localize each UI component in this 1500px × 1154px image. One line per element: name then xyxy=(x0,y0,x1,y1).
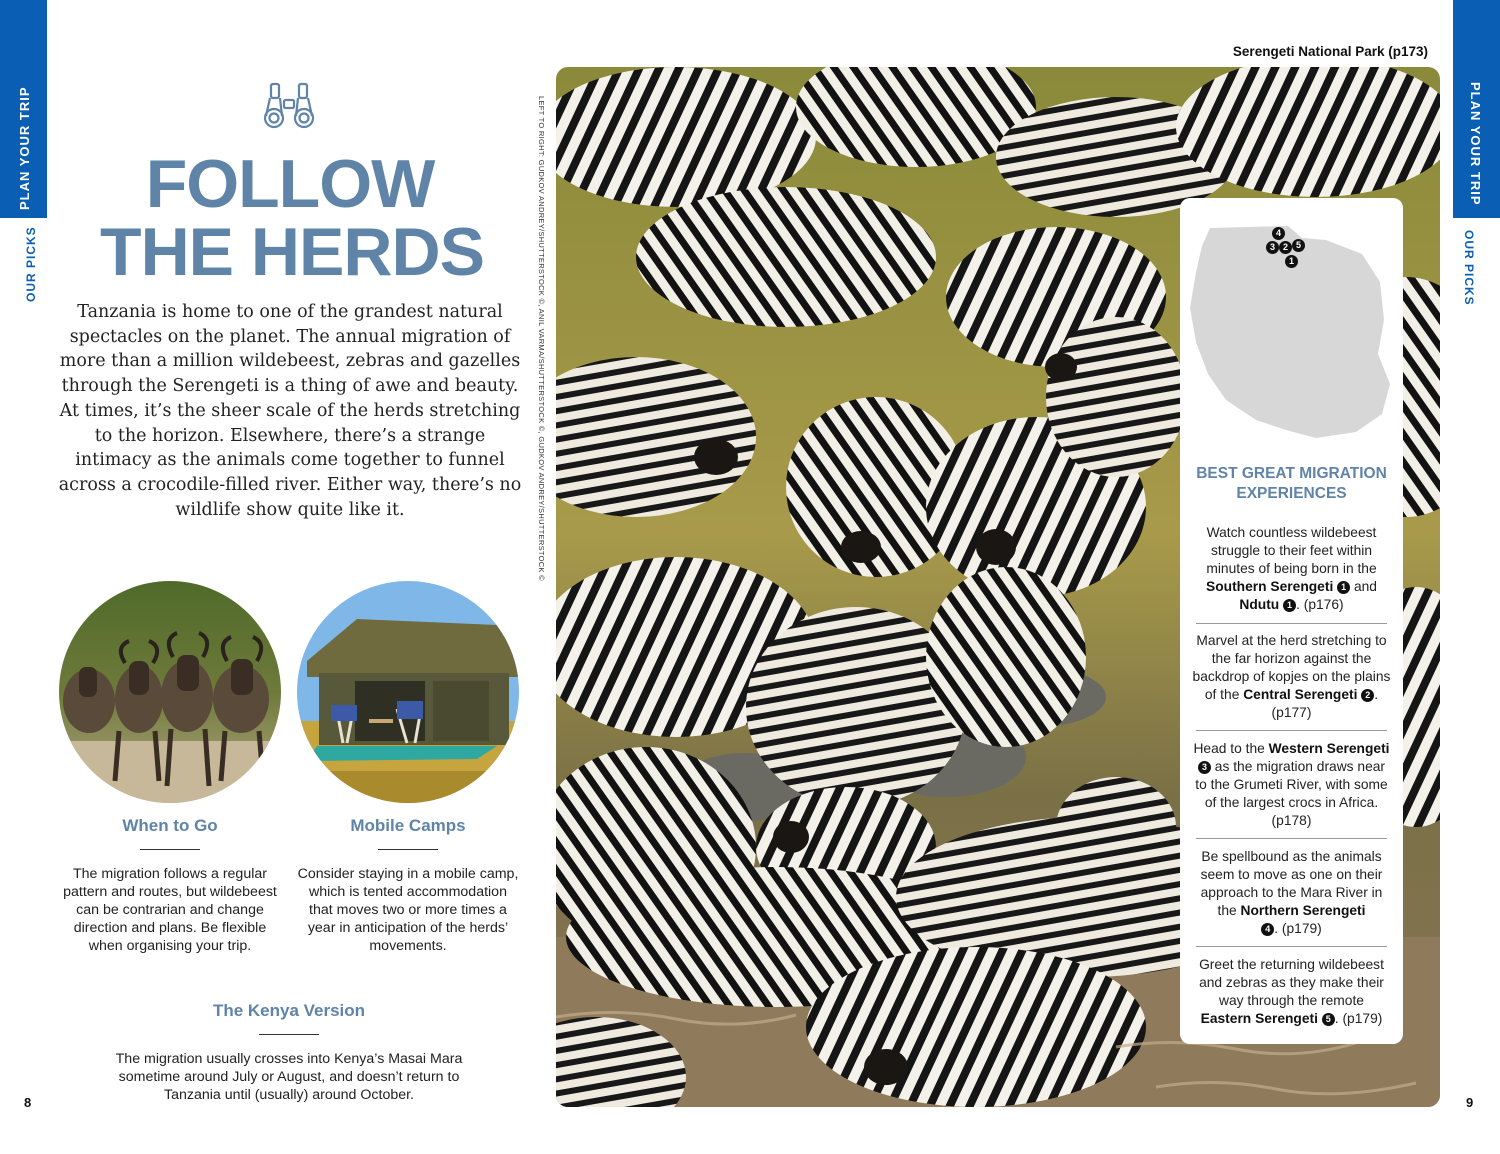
page-title xyxy=(60,146,520,290)
photo-credit: LEFT TO RIGHT: GUDKOV ANDREY/SHUTTERSTOCK ©, ANIL VARMA/SHUTTERSTOCK ©, GUDKOV ANDREY/SHUTTERSTOCK © xyxy=(537,96,546,581)
marker-1: 1 xyxy=(1337,581,1350,594)
kenya-version-text: The migration usually crosses into Kenya’s Masai Mara sometime around July or August, and doesn’t return to Tanzania until (usually) around October. xyxy=(115,1051,463,1103)
marker-4: 4 xyxy=(1261,923,1274,936)
mobile-camps-heading: Mobile Camps xyxy=(350,816,466,835)
kenya-version-rule xyxy=(259,1034,319,1035)
map-marker-1: 1 xyxy=(1285,252,1298,270)
mobile-camp-photo xyxy=(297,581,519,803)
divider xyxy=(1196,730,1387,731)
divider xyxy=(1196,623,1387,624)
experience-item-1: Watch countless wildebeest struggle to their feet within minutes of being born in the Southern Serengeti 1 and Ndutu 1 . (p176) xyxy=(1206,525,1377,612)
title-line-1: FOLLOW xyxy=(145,146,435,222)
map-marker-5: 5 xyxy=(1292,236,1305,254)
intro-paragraph: Tanzania is home to one of the grandest natural spectacles on the planet. The annual migration of more than a million wildebeest, zebras and gazelles through the Serengeti is a thing of awe and beauty. At times, it’s the sheer scale of the herds stretching to the horizon. Elsewhere, there’s a strange intimacy as the animals come together to funnel across a crocodile-filled river. Either way, there’s no wildlife show quite like it. xyxy=(58,302,522,520)
right-section-label: PLAN YOUR TRIP xyxy=(1468,82,1483,206)
map-marker-4: 4 xyxy=(1272,224,1285,242)
experiences-panel xyxy=(1180,198,1403,1044)
mobile-camps-text: Consider staying in a mobile camp, which is tented accommodation that moves two or more times a year in anticipation of the herds’ movements. xyxy=(297,866,519,954)
divider xyxy=(1196,946,1387,947)
when-to-go-text: The migration follows a regular pattern and routes, but wildebeest can be contrarian and change direction and plans. Be flexible when organising your trip. xyxy=(63,866,277,954)
experience-item-2: Marvel at the herd stretching to the far horizon against the backdrop of kopjes on the plains of the Central Serengeti 2 . (p177) xyxy=(1192,633,1391,720)
map-marker-2: 2 xyxy=(1279,238,1292,256)
experience-item-5: Greet the returning wildebeest and zebras as they make their way through the remote Eastern Serengeti 5 . (p179) xyxy=(1199,957,1384,1026)
map-marker-3: 3 xyxy=(1266,238,1279,256)
wildebeest-photo xyxy=(59,581,281,803)
divider xyxy=(1196,838,1387,839)
experience-item-4: Be spellbound as the animals seem to move as one on their approach to the Mara River in the Northern Serengeti 4 . (p179) xyxy=(1200,849,1383,936)
left-section-label: PLAN YOUR TRIP xyxy=(17,86,32,210)
left-subsection-label: OUR PICKS xyxy=(24,226,38,302)
page-number-left: 8 xyxy=(24,1095,32,1110)
title-line-2: THE HERDS xyxy=(100,214,484,290)
photo-caption: Serengeti National Park (p173) xyxy=(1232,44,1428,59)
mobile-camps-rule xyxy=(378,849,438,850)
panel-title: BEST GREAT MIGRATION EXPERIENCES xyxy=(1196,465,1387,502)
marker-3: 3 xyxy=(1198,761,1211,774)
tanzania-map xyxy=(1186,224,1400,444)
right-subsection-label: OUR PICKS xyxy=(1462,230,1476,306)
marker-2: 2 xyxy=(1361,689,1374,702)
binoculars-icon xyxy=(262,80,316,130)
kenya-version-heading: The Kenya Version xyxy=(212,1001,366,1020)
when-to-go-heading: When to Go xyxy=(122,816,218,835)
marker-5: 5 xyxy=(1322,1013,1335,1026)
page-number-right: 9 xyxy=(1466,1095,1474,1110)
when-to-go-rule xyxy=(140,849,200,850)
experience-item-3: Head to the Western Serengeti 3 as the migration draws near to the Grumeti River, with some of the largest crocs in Africa. (p178) xyxy=(1193,741,1390,828)
marker-1b: 1 xyxy=(1283,599,1296,612)
